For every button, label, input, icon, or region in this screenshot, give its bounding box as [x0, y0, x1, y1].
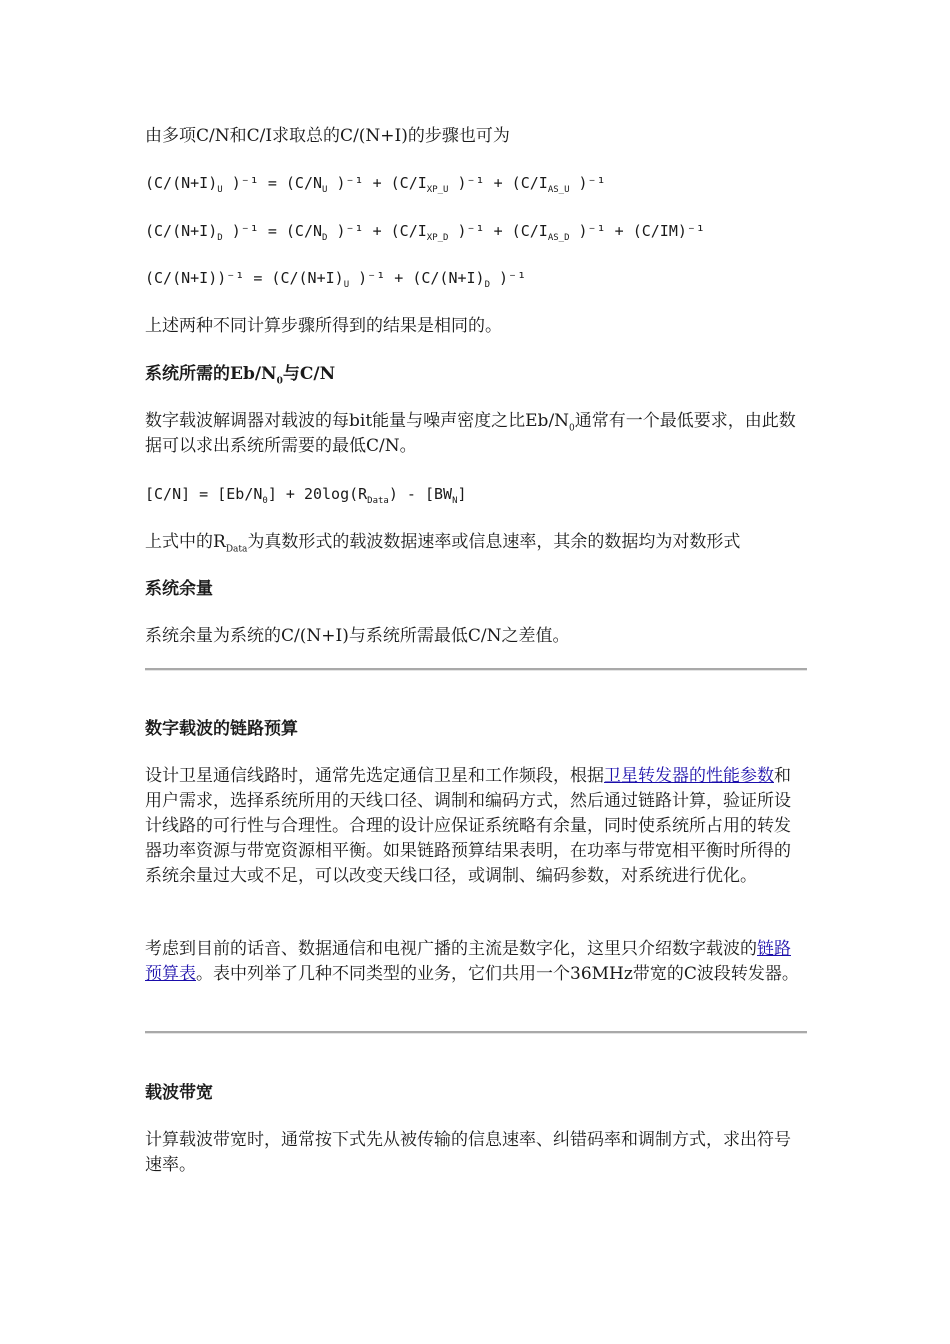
formula-total: $(C/(N+I))^{-1} = (C/(N+I)_U$ )$^{-1} + (C/(N+I)_D$ )⁻¹ [145, 269, 527, 290]
heading-ebno: 系统所需的$Eb/N_0$与C/N [145, 364, 336, 387]
divider [145, 1031, 807, 1034]
rdata-note: 上式中的$R_{Data}$为真数形式的载波数据速率或信息速率，其余的数据均为对数形式 [145, 532, 741, 555]
intro-line: 由多项C/N和C/I求取总的C/(N+I)的步骤也可为 [145, 126, 510, 146]
link-budget-paragraph-2: 考虑到目前的话音、数据通信和电视广播的主流是数字化，这里只介绍数字载波的链路预算表。表中列举了几种不同类型的业务，它们共用一个36MHz带宽的C波段转发器。 [145, 939, 799, 984]
link-budget-table-link[interactable]: 链路预算表 [145, 939, 791, 984]
margin-paragraph: 系统余量为系统的C/(N+I)与系统所需最低C/N之差值。 [145, 626, 570, 646]
heading-margin: 系统余量 [145, 579, 213, 599]
transponder-params-link[interactable]: 卫星转发器的性能参数 [604, 766, 774, 786]
carrier-bandwidth-paragraph: 计算载波带宽时，通常按下式先从被传输的信息速率、纠错码率和调制方式，求出符号速率。 [145, 1130, 791, 1175]
formula-downlink: ($C/(N+I)_D$ )$^{-1} = (C/N_D$ )$^{-1} + (C/I_{XP\_D}$ )$^{-1} + (C/I_{AS\_D}$ )⁻¹ + (C/IM)⁻¹ [145, 222, 705, 243]
heading-link-budget: 数字载波的链路预算 [145, 719, 298, 739]
ebno-paragraph: 数字载波解调器对载波的每bit能量与噪声密度之比$Eb/N_0$通常有一个最低要求，由此数据可以求出系统所需要的最低C/N。 [145, 411, 796, 456]
formula-cn: $[C/N] = [Eb/N_0] + 20\log(R_{Data}) - [BW_N]$ [145, 485, 467, 506]
same-result-text: 上述两种不同计算步骤所得到的结果是相同的。 [145, 316, 502, 336]
formula-uplink: ($C/(N+I)_U$ )$^{-1} = (C/N_U$ )$^{-1} + (C/I_{XP\_U}$ )$^{-1} + (C/I_{AS\_U}$ )⁻¹ [145, 174, 606, 195]
divider [145, 668, 807, 671]
heading-carrier-bandwidth: 载波带宽 [145, 1083, 213, 1103]
link-budget-paragraph-1: 设计卫星通信线路时，通常先选定通信卫星和工作频段，根据卫星转发器的性能参数和用户需求，选择系统所用的天线口径、调制和编码方式，然后通过链路计算，验证所设计线路的可行性与合理性。合理的设计应保证系统略有余量，同时使系统所占用的转发器功率资源与带宽资源相平衡。如果链路预算结果表明，在功率与带宽相平衡时所得的系统余量过大或不足，可以改变天线口径，或调制、编码参数，对系统进行优化。 [145, 766, 791, 886]
